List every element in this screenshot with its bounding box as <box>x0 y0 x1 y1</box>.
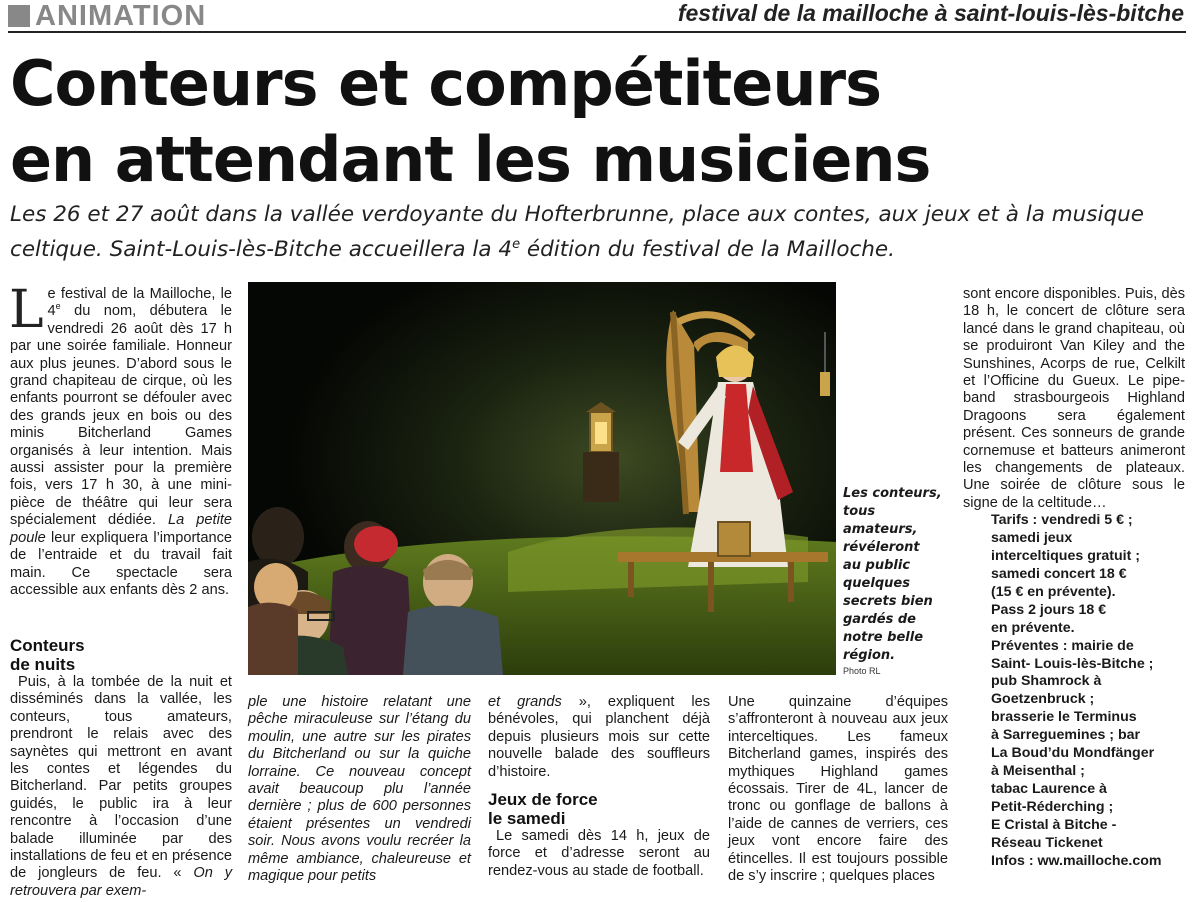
photo-caption <box>843 485 953 665</box>
info-line: La Boud’du Mondfänger <box>991 745 1155 762</box>
quote-end-text: », expliquent les bénévoles, qui planchent déjà depuis plusieurs mois sur cette nouvelle balade des souffleurs d’histoire. <box>488 694 710 780</box>
subheading-jeux <box>488 790 710 828</box>
info-box <box>991 512 1185 870</box>
subheading-conteurs-line-2: de nuits <box>10 655 76 674</box>
photo-credit: Photo RL <box>843 666 881 676</box>
caption-line: secrets bien <box>843 594 933 609</box>
paragraph-samedi: Le samedi dès 14 h, jeux de force et d’adresse seront au rendez-vous au stade de football. <box>488 828 710 879</box>
nuits-text: Puis, à la tombée de la nuit et disséminés dans la vallée, les conteurs, tous amateurs, prendront le relais avec des saynètes qui mettront en avant les contes et légendes du Bitcherland. Par petits groupes guidés, le public ira à leur rencontre à l’occasion d’une balade illuminée par des installations de feu et en présence de jongleurs de feu. « <box>10 674 232 882</box>
caption-line: quelques <box>843 576 910 591</box>
caption-line: région. <box>843 648 896 663</box>
caption-line: révéleront <box>843 540 920 555</box>
info-line: tabac Laurence à <box>991 780 1107 797</box>
standfirst <box>10 200 1190 265</box>
rubric-label: ANIMATION <box>35 0 207 32</box>
standfirst-sup: e <box>512 237 521 252</box>
drop-cap: L <box>9 280 44 340</box>
subheading-conteurs-line-1: Conteurs <box>10 636 85 655</box>
headline-line-2: en attendant les musiciens <box>10 123 931 196</box>
section-rubric <box>8 2 206 30</box>
paragraph-quote: ple une histoire relatant une pêche miraculeuse sur l’étang du moulin, une autre sur les pirates du Bitcherland ou sur la quiche lorraine. Ce nouveau concept avait beaucoup plu l’année dernière ; plus de 600 personnes étaient présentes un vendredi soir. Nous avons voulu recréer la même ambiance, chaleureuse et magique pour petits <box>248 694 471 885</box>
info-line: Réseau Tickenet <box>991 834 1103 851</box>
paragraph-intro <box>9 280 232 599</box>
info-line: Pass 2 jours 18 € <box>991 601 1107 618</box>
column-4 <box>728 694 948 885</box>
quote-end-italic: et grands <box>488 694 562 710</box>
paragraph-quote-end <box>488 694 710 781</box>
info-line: pub Shamrock à <box>991 673 1102 690</box>
headline <box>10 46 1190 198</box>
subheading-jeux-line-1: Jeux de force <box>488 790 598 810</box>
column-2 <box>248 694 471 885</box>
info-line: Préventes : mairie de <box>991 637 1134 654</box>
intro-text-c: leur expliquera l’importance de l’entraide et du travail fait main. Ce spectacle sera accessible aux enfants dès 2 ans. <box>10 529 232 598</box>
info-line: Petit-Réderching ; <box>991 798 1114 815</box>
caption-line: gardés de <box>843 612 916 627</box>
info-line: samedi concert 18 € <box>991 566 1127 582</box>
info-line: (15 € en prévente). <box>991 583 1116 600</box>
intro-italic-title: La petite poule <box>10 512 232 546</box>
nuits-italic: On y retrouvera par exem- <box>10 865 233 899</box>
info-line: Infos : ww.mailloche.com <box>991 852 1162 869</box>
intro-text-b: du nom, débutera le vendredi 26 août dès 17 h par une soirée familiale. Honneur aux plus jeunes. D’abord sous le grand chapiteau de cirque, où les enfants pourront se défouler avec des grands jeux en bois ou des minis Bitcherland Games organisés à leur intention. Mais aussi assister pour la première fois, vers 17 h 30, à une mini-pièce de théâtre qui leur sera spécialement dédiée. <box>10 303 232 529</box>
paragraph-nuits <box>10 674 232 900</box>
standfirst-part-2: édition du festival de la Mailloche. <box>520 237 895 263</box>
info-line: Tarifs : vendredi 5 € ; <box>991 512 1133 529</box>
column-1-lower <box>10 636 232 900</box>
column-3 <box>488 694 710 880</box>
photo-storyteller-harp <box>248 282 836 675</box>
subheading-conteurs <box>10 636 232 674</box>
caption-line: Les conteurs, <box>843 486 942 501</box>
info-line: brasserie le Terminus <box>991 709 1137 726</box>
info-line: à Meisenthal ; <box>991 762 1085 779</box>
column-1 <box>9 280 232 599</box>
paragraph-equipes: Une quinzaine d’équipes s’affronteront à nouveau aux jeux interceltiques. Les fameux Bitcherland games, inspirés des mythiques Highland games écossais. Tirer de 4L, lancer de tronc ou gonflage de ballons à l’aide de cannes de verriers, ces jeux vont encore faire des étincelles. Il est toujours possible de s’y inscrire ; quelques places <box>728 694 948 885</box>
rubric-square-icon <box>8 5 30 27</box>
caption-line: amateurs, <box>843 522 918 537</box>
info-line: à Sarreguemines ; bar <box>991 727 1141 744</box>
paragraph-concert: sont encore disponibles. Puis, dès 18 h, le concert de clôture sera lancé dans le grand chapiteau, où se produiront Van Kiley and the Sunshines, Acorps de rue, Celkilt et l’Officine du Gueux. Le pipe-band strasbourgeois Highland Dragoons sera également présent. Ces sonneurs de grande cornemuse et batteurs animeront les changements de plateaux. Une soirée de clôture sous le signe de la celtitude… <box>963 286 1185 511</box>
photo-illustration <box>248 282 836 675</box>
info-line: en prévente. <box>991 619 1075 636</box>
caption-line: notre belle <box>843 630 924 645</box>
info-line: interceltiques gratuit ; <box>991 548 1140 565</box>
kicker: festival de la mailloche à saint-louis-lès-bitche <box>677 0 1184 26</box>
headline-line-1: Conteurs et compétiteurs <box>10 47 881 120</box>
caption-line: tous <box>843 504 876 519</box>
standfirst-part-1: Les 26 et 27 août dans la vallée verdoyante du Hofterbrunne, place aux contes, aux jeux et à la musique celtique. Saint-Louis-lès-Bitche accueillera la 4 <box>10 202 1144 263</box>
info-line: samedi jeux <box>991 530 1073 547</box>
info-line: Goetzenbruck ; <box>991 691 1095 708</box>
info-line: Saint- Louis-lès-Bitche ; <box>991 655 1154 672</box>
column-5 <box>963 286 1185 870</box>
header-rule <box>8 31 1186 33</box>
intro-text-a: e festival de la Mailloche, le 4 <box>47 286 232 320</box>
intro-sup: e <box>55 301 61 312</box>
caption-line: au public <box>843 558 911 573</box>
info-line: E Cristal à Bitche - <box>991 816 1117 833</box>
subheading-jeux-line-2: le samedi <box>488 809 566 829</box>
